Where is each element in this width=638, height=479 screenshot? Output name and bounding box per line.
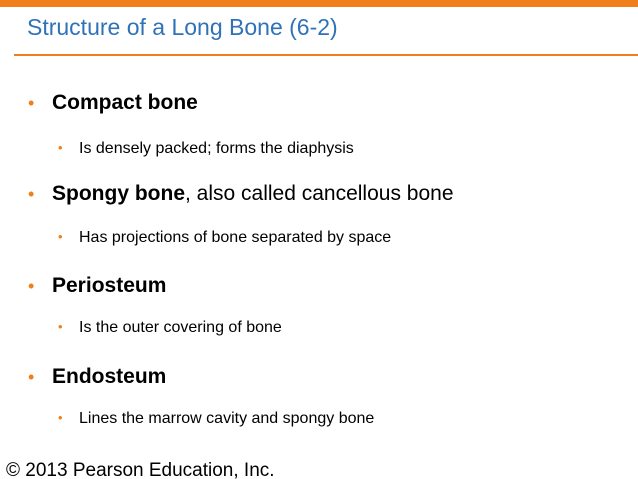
sub-bullet-marker: •	[58, 410, 63, 425]
sub-bullet-marker: •	[58, 229, 63, 244]
sub-bullet-periosteum	[58, 318, 282, 338]
sub-bullet-text: Has projections of bone separated by space	[79, 229, 392, 246]
sub-bullet-marker: •	[58, 140, 63, 155]
sub-bullet-endosteum	[58, 409, 374, 429]
bullet-spongy-bone	[28, 181, 454, 207]
bullet-term: Endosteum	[52, 365, 167, 388]
bullet-marker: •	[28, 184, 35, 204]
bullet-term: Spongy bone	[52, 182, 185, 205]
copyright-footer: © 2013 Pearson Education, Inc.	[6, 460, 275, 479]
bullet-periosteum	[28, 273, 166, 299]
slide-title: Structure of a Long Bone (6-2)	[27, 14, 338, 40]
sub-bullet-marker: •	[58, 319, 63, 334]
bullet-marker: •	[28, 276, 35, 296]
sub-bullet-compact-bone	[58, 139, 354, 159]
bullet-marker: •	[28, 367, 35, 387]
bullet-compact-bone	[28, 90, 198, 116]
bullet-endosteum	[28, 364, 166, 390]
sub-bullet-text: Is the outer covering of bone	[79, 319, 282, 336]
bullet-term: Periosteum	[52, 274, 167, 297]
bullet-term: Compact bone	[52, 91, 198, 114]
sub-bullet-spongy-bone	[58, 228, 391, 248]
bullet-marker: •	[28, 93, 35, 113]
sub-bullet-text: Is densely packed; forms the diaphysis	[79, 140, 354, 157]
sub-bullet-text: Lines the marrow cavity and spongy bone	[79, 410, 375, 427]
bullet-text: , also called cancellous bone	[185, 182, 454, 205]
